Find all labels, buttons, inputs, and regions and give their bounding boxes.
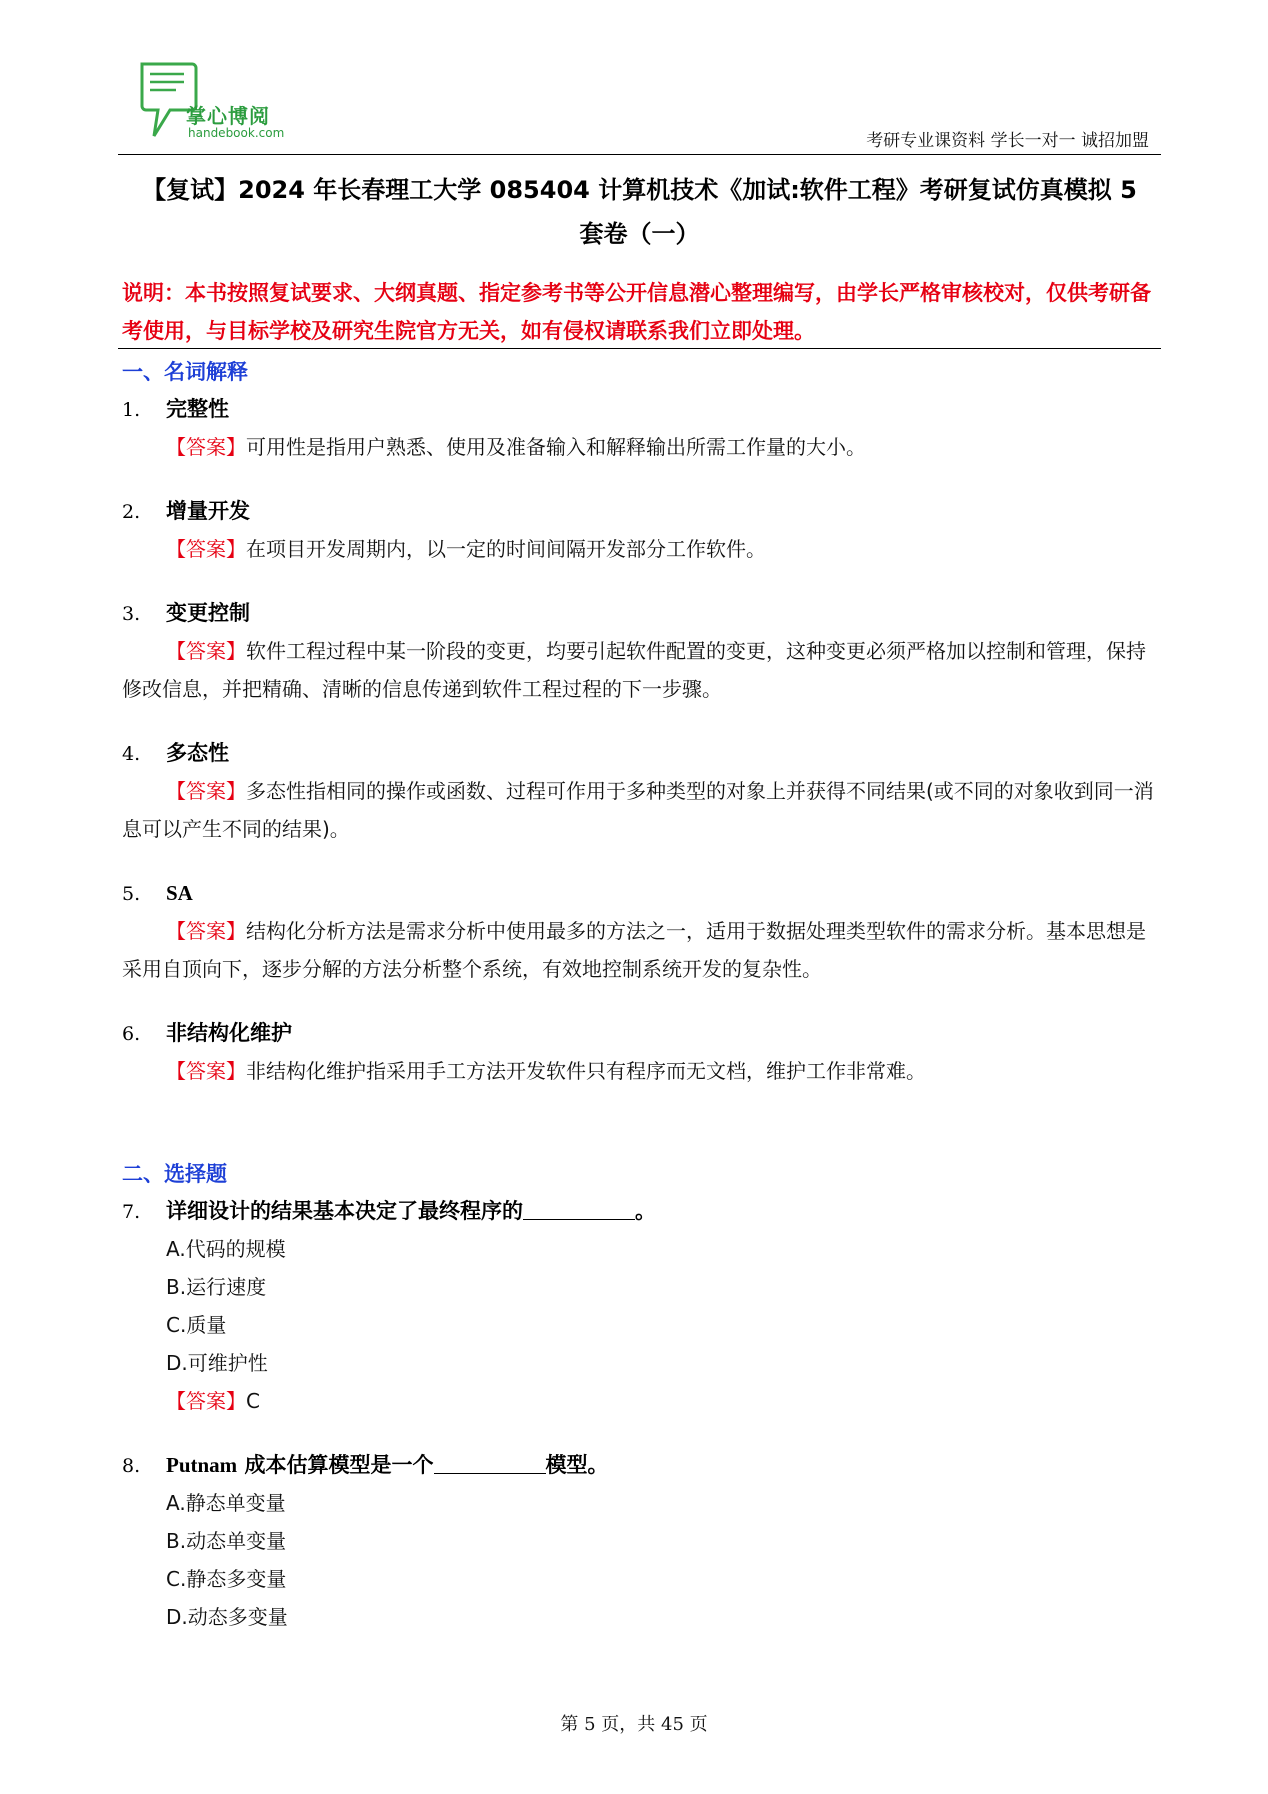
term-item	[122, 390, 1162, 466]
section-heading-terms: 一、名词解释	[122, 360, 248, 384]
question-stem: 成本估算模型是一个	[237, 1453, 434, 1477]
answer-text: 结构化分析方法是需求分析中使用最多的方法之一，适用于数据处理类型软件的需求分析。基本思想是采用自顶向下，逐步分解的方法分析整个系统，有效地控制系统开发的复杂性。	[122, 919, 1146, 981]
logo-text: 掌心博阅	[186, 104, 270, 128]
item-number: 5.	[122, 883, 141, 905]
option-a: A.静态单变量	[166, 1491, 286, 1515]
question-stem-end: 。	[635, 1199, 656, 1223]
question-stem-end: 模型。	[545, 1453, 609, 1477]
answer-blank	[523, 1197, 635, 1220]
answer-text: 多态性指相同的操作或函数、过程可作用于多种类型的对象上并获得不同结果(或不同的对象收到同一消息可以产生不同的结果)。	[122, 779, 1154, 841]
brand-logo	[136, 60, 285, 144]
item-number: 2.	[122, 501, 141, 523]
item-number: 7.	[122, 1201, 141, 1223]
answer-text: 非结构化维护指采用手工方法开发软件只有程序而无文档，维护工作非常难。	[246, 1059, 926, 1083]
question-stem-prefix: Putnam	[166, 1453, 238, 1477]
answer-label: 【答案】	[166, 919, 246, 943]
item-number: 6.	[122, 1023, 141, 1045]
answer-label: 【答案】	[166, 537, 246, 561]
option-a: A.代码的规模	[166, 1237, 286, 1261]
term-title: SA	[166, 881, 193, 905]
term-title: 变更控制	[166, 601, 250, 625]
question-stem: 详细设计的结果基本决定了最终程序的	[166, 1199, 523, 1223]
option-c: C.质量	[166, 1313, 227, 1337]
disclaimer-divider	[118, 348, 1161, 349]
term-title: 完整性	[166, 397, 229, 421]
term-item	[122, 1014, 1162, 1090]
answer-blank	[434, 1451, 546, 1474]
header-slogan: 考研专业课资料 学长一对一 诚招加盟	[866, 131, 1149, 151]
option-d: D.可维护性	[166, 1351, 268, 1375]
option-b: B.运行速度	[166, 1275, 267, 1299]
page-footer: 第 5 页，共 45 页	[560, 1714, 708, 1735]
answer-text: 在项目开发周期内，以一定的时间间隔开发部分工作软件。	[246, 537, 766, 561]
option-c: C.静态多变量	[166, 1567, 287, 1591]
section-heading-choices: 二、选择题	[122, 1162, 227, 1186]
title-line-2: 套卷（一）	[579, 220, 700, 248]
disclaimer: 说明：本书按照复试要求、大纲真题、指定参考书等公开信息潜心整理编写，由学长严格审核校对，仅供考研备考使用，与目标学校及研究生院官方无关，如有侵权请联系我们立即处理。	[122, 281, 1151, 343]
term-item	[122, 492, 1162, 568]
answer-label: 【答案】	[166, 435, 246, 459]
title-line-1: 【复试】2024 年长春理工大学 085404 计算机技术《加试:软件工程》考研复试仿真模拟 5	[142, 176, 1137, 204]
answer-label: 【答案】	[166, 779, 246, 803]
answer-text: C	[246, 1389, 260, 1413]
choice-question	[122, 1192, 1162, 1420]
term-item	[122, 734, 1162, 848]
item-number: 4.	[122, 743, 141, 765]
choice-question	[122, 1446, 1162, 1636]
logo-url: handebook.com	[188, 126, 285, 140]
item-number: 1.	[122, 399, 141, 421]
item-number: 3.	[122, 603, 141, 625]
option-b: B.动态单变量	[166, 1529, 287, 1553]
document-title	[118, 168, 1161, 256]
answer-text: 软件工程过程中某一阶段的变更，均要引起软件配置的变更，这种变更必须严格加以控制和管理，保持修改信息，并把精确、清晰的信息传递到软件工程过程的下一步骤。	[122, 639, 1146, 701]
term-title: 增量开发	[166, 499, 250, 523]
header-divider	[118, 154, 1161, 155]
answer-label: 【答案】	[166, 1059, 246, 1083]
item-number: 8.	[122, 1455, 141, 1477]
term-title: 非结构化维护	[166, 1021, 292, 1045]
term-title: 多态性	[166, 741, 229, 765]
answer-label: 【答案】	[166, 1389, 246, 1413]
term-item	[122, 594, 1162, 708]
option-d: D.动态多变量	[166, 1605, 288, 1629]
page-header	[118, 60, 1161, 156]
term-item	[122, 874, 1162, 988]
answer-text: 可用性是指用户熟悉、使用及准备输入和解释输出所需工作量的大小。	[246, 435, 866, 459]
answer-label: 【答案】	[166, 639, 246, 663]
